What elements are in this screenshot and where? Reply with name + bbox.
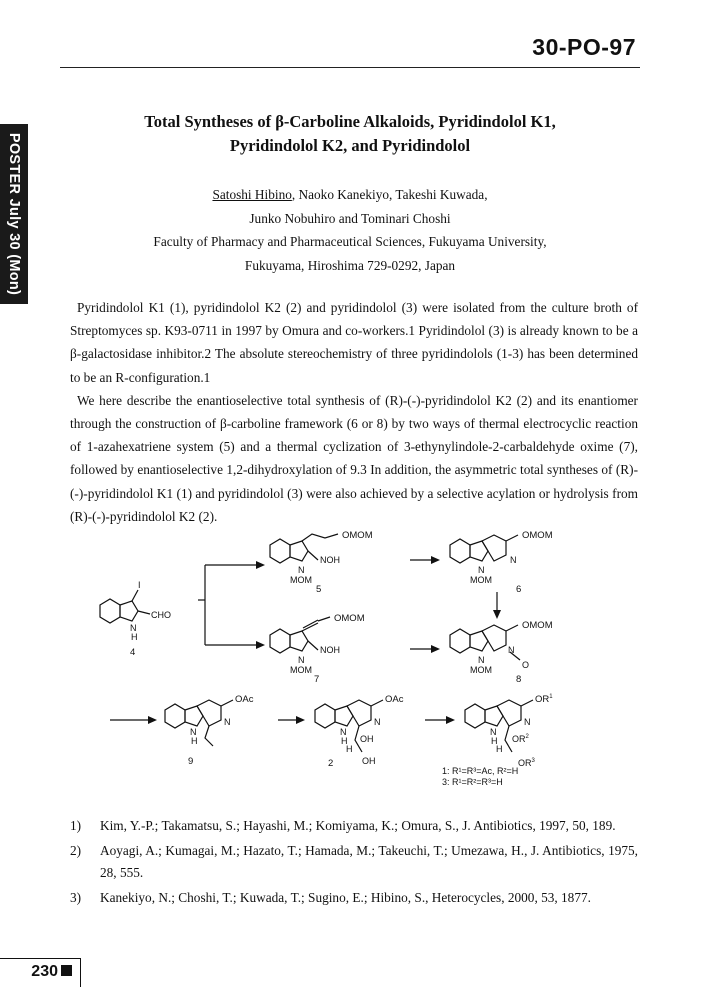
omom-label-8: OMOM <box>522 620 553 631</box>
or2-label: $OR^2$ <box>512 734 529 744</box>
paragraph-2: We here describe the enantioselective total synthesis of (R)-(-)-pyridindolol K2 (2) and its enantiomer through the construction of β-carboline framework (6 or 8) by two ways of thermal electrocyclic reaction of 1-azahexatriene system (5) and a thermal cyclization of 3-ethynylindole-2-carbaldehyde oxime (7), followed by enantioselective 1,2-dihydroxylation of 9.3 In addition, the asymmetric total syntheses of (R)-(-)-pyridindolol K1 (1) and pyridindolol (3) were also achieved by a selective acylation or hydrolysis from (R)-(-)-pyridindolol K2 (2). <box>70 392 638 524</box>
compound-4-number: 4 <box>130 647 136 658</box>
n-label-8b: N <box>478 655 485 665</box>
title-line-1: Total Syntheses of β-Carboline Alkaloids, Pyridindolol K1, <box>144 112 556 131</box>
oh-label-2b: OH <box>362 756 376 766</box>
reference-2 <box>70 840 638 884</box>
title-line-2: Pyridindolol K2, and Pyridindolol <box>229 136 471 155</box>
paragraph-1: Pyridindolol K1 (1), pyridindolol K2 (2) and pyridindolol (3) were isolated from the culture broth of Streptomyces sp. K93-0711 in 1997 by Omura and co-workers.1 Pyridindolol (3) is already known to be a β-galactosidase inhibitor.2 The absolute stereochemistry of three pyridindolols (1-3) has been determined to be an R-configuration.1 <box>70 300 638 385</box>
author-line-1 <box>80 183 620 207</box>
affiliation-line-2: Fukuyama, Hiroshima 729-0292, Japan <box>244 257 456 273</box>
nh-label-4: N <box>130 623 137 633</box>
abstract-code: 30-PO-97 <box>532 34 636 60</box>
oh-label-2a: OH <box>360 734 374 744</box>
compound-7-number: 7 <box>314 674 320 685</box>
scheme-legend-1: 1: R¹=R³=Ac, R²=H <box>442 766 519 776</box>
reference-number: 3) <box>70 890 82 905</box>
abstract-body <box>70 296 638 528</box>
reference-1 <box>70 815 638 837</box>
mom-label-7: MOM <box>290 665 312 675</box>
compound-5-number: 5 <box>316 584 322 595</box>
n-label-6: N <box>510 555 517 565</box>
n-label-9: N <box>224 717 231 727</box>
reaction-scheme <box>90 530 630 810</box>
h-label-2: H <box>341 736 348 746</box>
page-number-box <box>0 958 81 987</box>
compound-8-number: 8 <box>516 674 522 685</box>
side-tab <box>0 124 28 304</box>
nh-label-2: N <box>340 727 347 737</box>
references <box>70 815 638 912</box>
side-tab-label: POSTER July 30 (Mon) <box>6 132 22 296</box>
page-marker-square-icon <box>61 965 72 976</box>
author-line-2: Junko Nobuhiro and Tominari Choshi <box>249 210 451 226</box>
presenting-author: Satoshi Hibino <box>212 187 292 202</box>
reference-number: 2) <box>70 843 82 858</box>
h-label-1-3: H <box>491 736 498 746</box>
reference-text: Aoyagi, A.; Kumagai, M.; Hazato, T.; Hamada, M.; Takeuchi, T.; Umezawa, H., J. Antibiotics, 1975, 28, 555. <box>100 843 638 880</box>
co-authors: , Naoko Kanekiyo, Takeshi Kuwada, <box>291 187 488 202</box>
author-block <box>80 183 620 277</box>
nh-label-9: N <box>190 727 197 737</box>
page-number: 230 <box>31 963 72 981</box>
header-rule <box>60 67 640 68</box>
n-label-6b: N <box>478 565 485 575</box>
compound-6-structure <box>450 535 518 563</box>
omom-label-6: OMOM <box>522 530 553 541</box>
or1-label: $OR^1$ <box>535 694 553 705</box>
scheme-legend-3: 3: R¹=R²=R³=H <box>442 777 503 787</box>
omom-label-7: OMOM <box>334 613 365 624</box>
compound-6-number: 6 <box>516 584 522 595</box>
mom-label-8: MOM <box>470 665 492 675</box>
omom-label-5: OMOM <box>342 530 373 541</box>
paper-title <box>80 110 620 158</box>
n-label-7: N <box>298 655 305 665</box>
n-label-1-3: N <box>524 717 531 727</box>
reference-number: 1) <box>70 818 82 833</box>
n-label-5: N <box>298 565 305 575</box>
cho-label: CHO <box>151 610 171 620</box>
oac-label-2: OAc <box>385 694 404 705</box>
h-label-1-3b: H <box>496 744 503 754</box>
reference-text: Kim, Y.-P.; Takamatsu, S.; Hayashi, M.; Komiyama, K.; Omura, S., J. Antibiotics, 1997, 50, 189. <box>100 818 616 833</box>
nh-label-1-3: N <box>490 727 497 737</box>
or3-label: $OR^3$ <box>518 758 535 768</box>
h-label-4: H <box>131 632 138 642</box>
compound-9-structure <box>165 700 233 746</box>
noh-label-7: NOH <box>320 645 340 655</box>
oac-label-9: OAc <box>235 694 254 705</box>
mom-label-5: MOM <box>290 575 312 585</box>
h-label-9: H <box>191 736 198 746</box>
mom-label-6: MOM <box>470 575 492 585</box>
reference-3 <box>70 887 638 909</box>
noh-label-5: NOH <box>320 555 340 565</box>
compound-4-structure <box>100 590 150 623</box>
h-label-2b: H <box>346 744 353 754</box>
iodo-label: I <box>138 580 141 590</box>
compound-2-number: 2 <box>328 758 334 769</box>
compound-9-number: 9 <box>188 756 194 767</box>
arrowheads <box>148 556 501 724</box>
n-label-2: N <box>374 717 381 727</box>
oxide-label-8: O <box>522 660 530 670</box>
reference-text: Kanekiyo, N.; Choshi, T.; Kuwada, T.; Sugino, E.; Hibino, S., Heterocycles, 2000, 53, 1877. <box>100 890 591 905</box>
n-label-8: N <box>508 645 515 655</box>
branch-arrows <box>198 565 260 645</box>
affiliation-line-1: Faculty of Pharmacy and Pharmaceutical Sciences, Fukuyama University, <box>153 234 547 249</box>
